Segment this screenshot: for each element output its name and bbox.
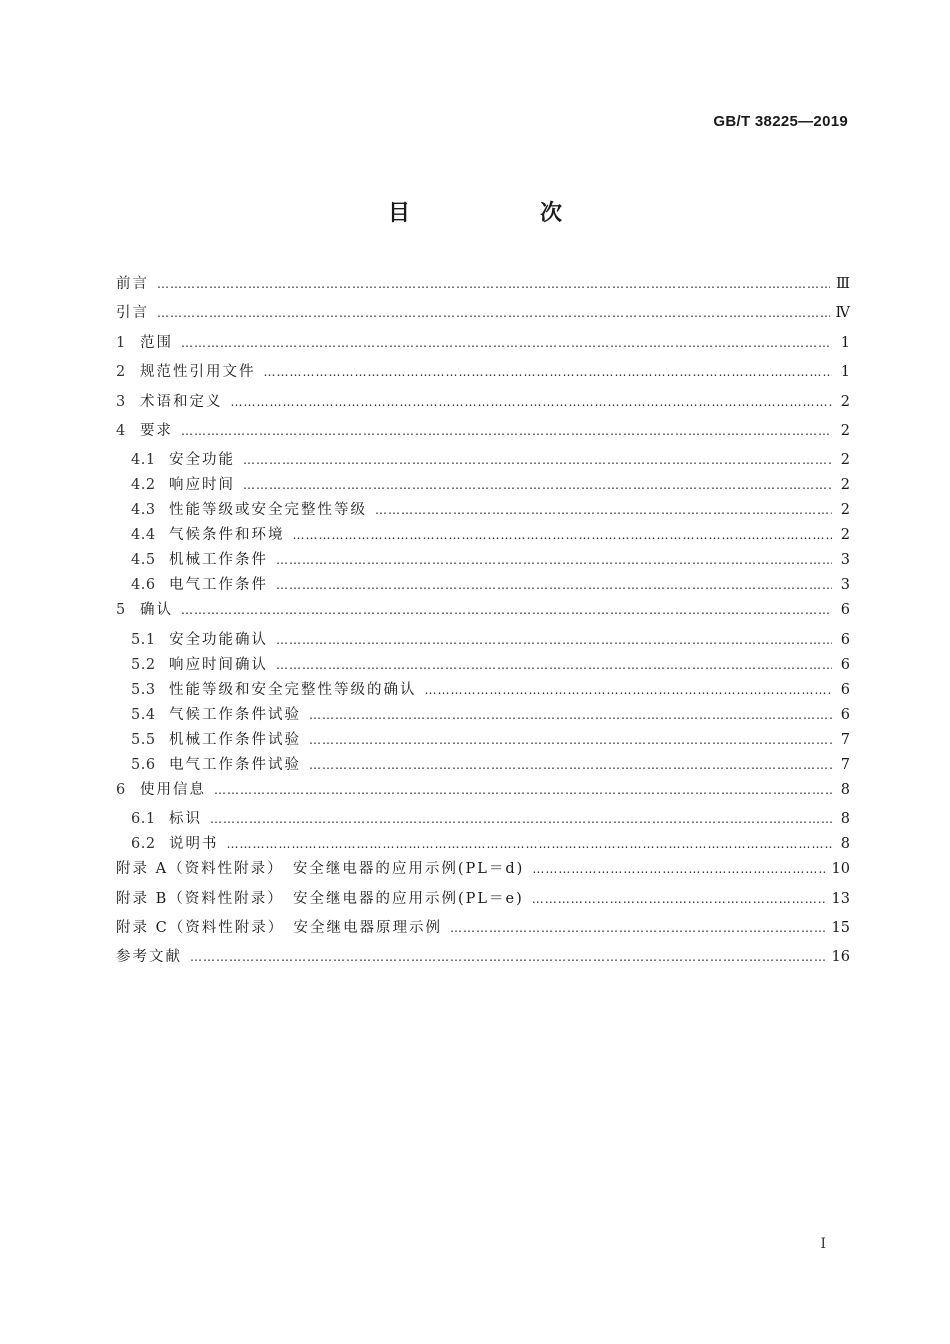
- toc-entry-label: 使用信息: [140, 781, 206, 798]
- toc-leader-dots: [157, 306, 830, 320]
- toc-leader-dots: [276, 658, 832, 672]
- toc-entry-number: 5: [116, 602, 126, 619]
- toc-leader-dots: [214, 783, 832, 797]
- toc-entry-page: 8: [840, 781, 850, 798]
- toc-entry-label: 安全功能确认: [169, 631, 268, 648]
- toc-entry[interactable]: [116, 448, 850, 473]
- toc-entry-page: 6: [840, 602, 850, 619]
- toc-entry-page: 2: [840, 452, 850, 469]
- toc-entry-page: 2: [840, 422, 850, 439]
- toc-leader-dots: [309, 733, 832, 747]
- toc-leader-dots: [450, 921, 826, 935]
- toc-entry-number: 4.4: [131, 527, 156, 544]
- toc-leader-dots: [276, 633, 832, 647]
- toc-entry-label: 安全功能: [169, 452, 235, 469]
- toc-entry[interactable]: [116, 778, 850, 807]
- toc-entry-number: 4.2: [131, 477, 156, 494]
- toc-entry-number: 6.1: [131, 811, 156, 828]
- toc-leader-dots: [276, 578, 832, 592]
- toc-entry-label: 电气工作条件: [169, 577, 268, 594]
- toc-entry-number: 4.6: [131, 577, 156, 594]
- toc-entry[interactable]: [116, 753, 850, 778]
- toc-entry-label: 规范性引用文件: [140, 364, 256, 381]
- toc-entry-page: 2: [840, 477, 850, 494]
- toc-entry[interactable]: [116, 916, 850, 945]
- toc-entry[interactable]: [116, 573, 850, 598]
- toc-entry-number: 3: [116, 393, 126, 410]
- toc-entry-number: 1: [116, 334, 126, 351]
- toc-entry-page: 13: [831, 890, 850, 907]
- toc-entry[interactable]: [116, 523, 850, 548]
- toc-entry-page: 15: [831, 919, 850, 936]
- toc-entry-page: 3: [840, 552, 850, 569]
- toc-entry-label: 标识: [169, 811, 202, 828]
- toc-entry[interactable]: [116, 653, 850, 678]
- toc-entry[interactable]: [116, 628, 850, 653]
- toc-entry-number: 4.1: [131, 452, 156, 469]
- toc-entry-label: 引言: [116, 305, 149, 322]
- toc-entry[interactable]: [116, 887, 850, 916]
- toc-leader-dots: [210, 812, 832, 826]
- toc-entry-label: 说明书: [169, 836, 219, 853]
- toc-leader-dots: [309, 758, 832, 772]
- toc-entry-label: 性能等级或安全完整性等级: [169, 502, 367, 519]
- toc-entry-page: Ⅳ: [835, 305, 850, 322]
- toc-leader-dots: [181, 424, 832, 438]
- toc-entry-page: 6: [840, 631, 850, 648]
- toc-entry-page: Ⅲ: [836, 276, 850, 292]
- toc-entry-page: 6: [840, 681, 850, 698]
- toc-entry-number: 4: [116, 422, 126, 439]
- toc-leader-dots: [243, 478, 832, 492]
- toc-entry[interactable]: [116, 598, 850, 627]
- toc-entry-label: 附录 A（资料性附录） 安全继电器的应用示例(PL＝d): [116, 861, 525, 878]
- toc-entry[interactable]: [116, 807, 850, 832]
- toc-entry[interactable]: [116, 473, 850, 498]
- toc-entry-label: 响应时间: [169, 477, 235, 494]
- toc-entry-page: 3: [840, 577, 850, 594]
- toc-entry[interactable]: [116, 857, 850, 886]
- toc-entry-page: 1: [840, 334, 850, 351]
- toc-entry[interactable]: [116, 331, 850, 360]
- toc-entry[interactable]: [116, 272, 850, 301]
- toc-entry-label: 要求: [140, 422, 173, 439]
- toc-entry[interactable]: [116, 498, 850, 523]
- toc-entry-label: 前言: [116, 276, 149, 292]
- toc-leader-dots: [276, 553, 832, 567]
- toc-entry-label: 术语和定义: [140, 393, 223, 410]
- toc-entry-label: 性能等级和安全完整性等级的确认: [169, 681, 417, 698]
- toc-leader-dots: [293, 528, 833, 542]
- toc-leader-dots: [181, 336, 832, 350]
- toc-entry-label: 附录 C（资料性附录） 安全继电器原理示例: [116, 919, 442, 936]
- toc-entry[interactable]: [116, 301, 850, 330]
- toc-entry[interactable]: [116, 360, 850, 389]
- toc-title: 目 次: [387, 201, 616, 226]
- toc-entry-label: 附录 B（资料性附录） 安全继电器的应用示例(PL＝e): [116, 890, 524, 907]
- toc-leader-dots: [243, 453, 832, 467]
- toc-entry-page: 2: [840, 502, 850, 519]
- toc-entry[interactable]: [116, 548, 850, 573]
- toc-entry-number: 6.2: [131, 836, 156, 853]
- toc-entry-label: 机械工作条件: [169, 552, 268, 569]
- toc-entry-number: 2: [116, 364, 126, 381]
- toc-entry[interactable]: [116, 390, 850, 419]
- toc-entry-label: 确认: [140, 602, 173, 619]
- standard-code: GB/T 38225—2019: [713, 113, 848, 130]
- toc-entry[interactable]: [116, 703, 850, 728]
- toc-leader-dots: [425, 683, 833, 697]
- toc-entry-number: 6: [116, 781, 126, 798]
- toc-entry-label: 范围: [140, 334, 173, 351]
- toc-entry-number: 5.4: [131, 706, 156, 723]
- toc-leader-dots: [375, 503, 832, 517]
- toc-entry-page: 6: [840, 706, 850, 723]
- toc-leader-dots: [181, 603, 832, 617]
- table-of-contents: [116, 272, 850, 975]
- toc-leader-dots: [309, 708, 832, 722]
- toc-entry[interactable]: [116, 678, 850, 703]
- toc-entry-label: 参考文献: [116, 949, 182, 966]
- toc-entry-label: 机械工作条件试验: [169, 731, 301, 748]
- toc-entry-page: 2: [840, 527, 850, 544]
- toc-entry-number: 4.5: [131, 552, 156, 569]
- toc-entry[interactable]: [116, 419, 850, 448]
- toc-entry-number: 5.3: [131, 681, 156, 698]
- toc-leader-dots: [157, 277, 830, 291]
- page-folio: Ⅰ: [820, 1236, 826, 1252]
- toc-entry-page: 7: [840, 756, 850, 773]
- toc-leader-dots: [532, 892, 826, 906]
- toc-entry[interactable]: [116, 728, 850, 753]
- toc-leader-dots: [532, 862, 825, 876]
- toc-entry-label: 气候工作条件试验: [169, 706, 301, 723]
- toc-entry-page: 1: [840, 364, 850, 381]
- toc-entry-number: 5.6: [131, 756, 156, 773]
- toc-entry-number: 5.1: [131, 631, 156, 648]
- toc-entry-number: 4.3: [131, 502, 156, 519]
- toc-entry[interactable]: [116, 832, 850, 857]
- toc-entry-label: 气候条件和环境: [169, 527, 285, 544]
- toc-entry-label: 电气工作条件试验: [169, 756, 301, 773]
- toc-entry-page: 8: [840, 811, 850, 828]
- toc-leader-dots: [227, 837, 833, 851]
- toc-entry-number: 5.5: [131, 731, 156, 748]
- toc-leader-dots: [264, 365, 833, 379]
- toc-entry-number: 5.2: [131, 656, 156, 673]
- toc-entry-page: 7: [840, 731, 850, 748]
- toc-entry-label: 响应时间确认: [169, 656, 268, 673]
- toc-entry-page: 8: [840, 836, 850, 853]
- toc-entry-page: 16: [831, 949, 850, 966]
- toc-entry-page: 6: [840, 656, 850, 673]
- toc-entry-page: 10: [831, 861, 850, 878]
- toc-entry-page: 2: [840, 393, 850, 410]
- toc-entry[interactable]: [116, 945, 850, 974]
- toc-leader-dots: [190, 950, 826, 964]
- toc-leader-dots: [231, 395, 833, 409]
